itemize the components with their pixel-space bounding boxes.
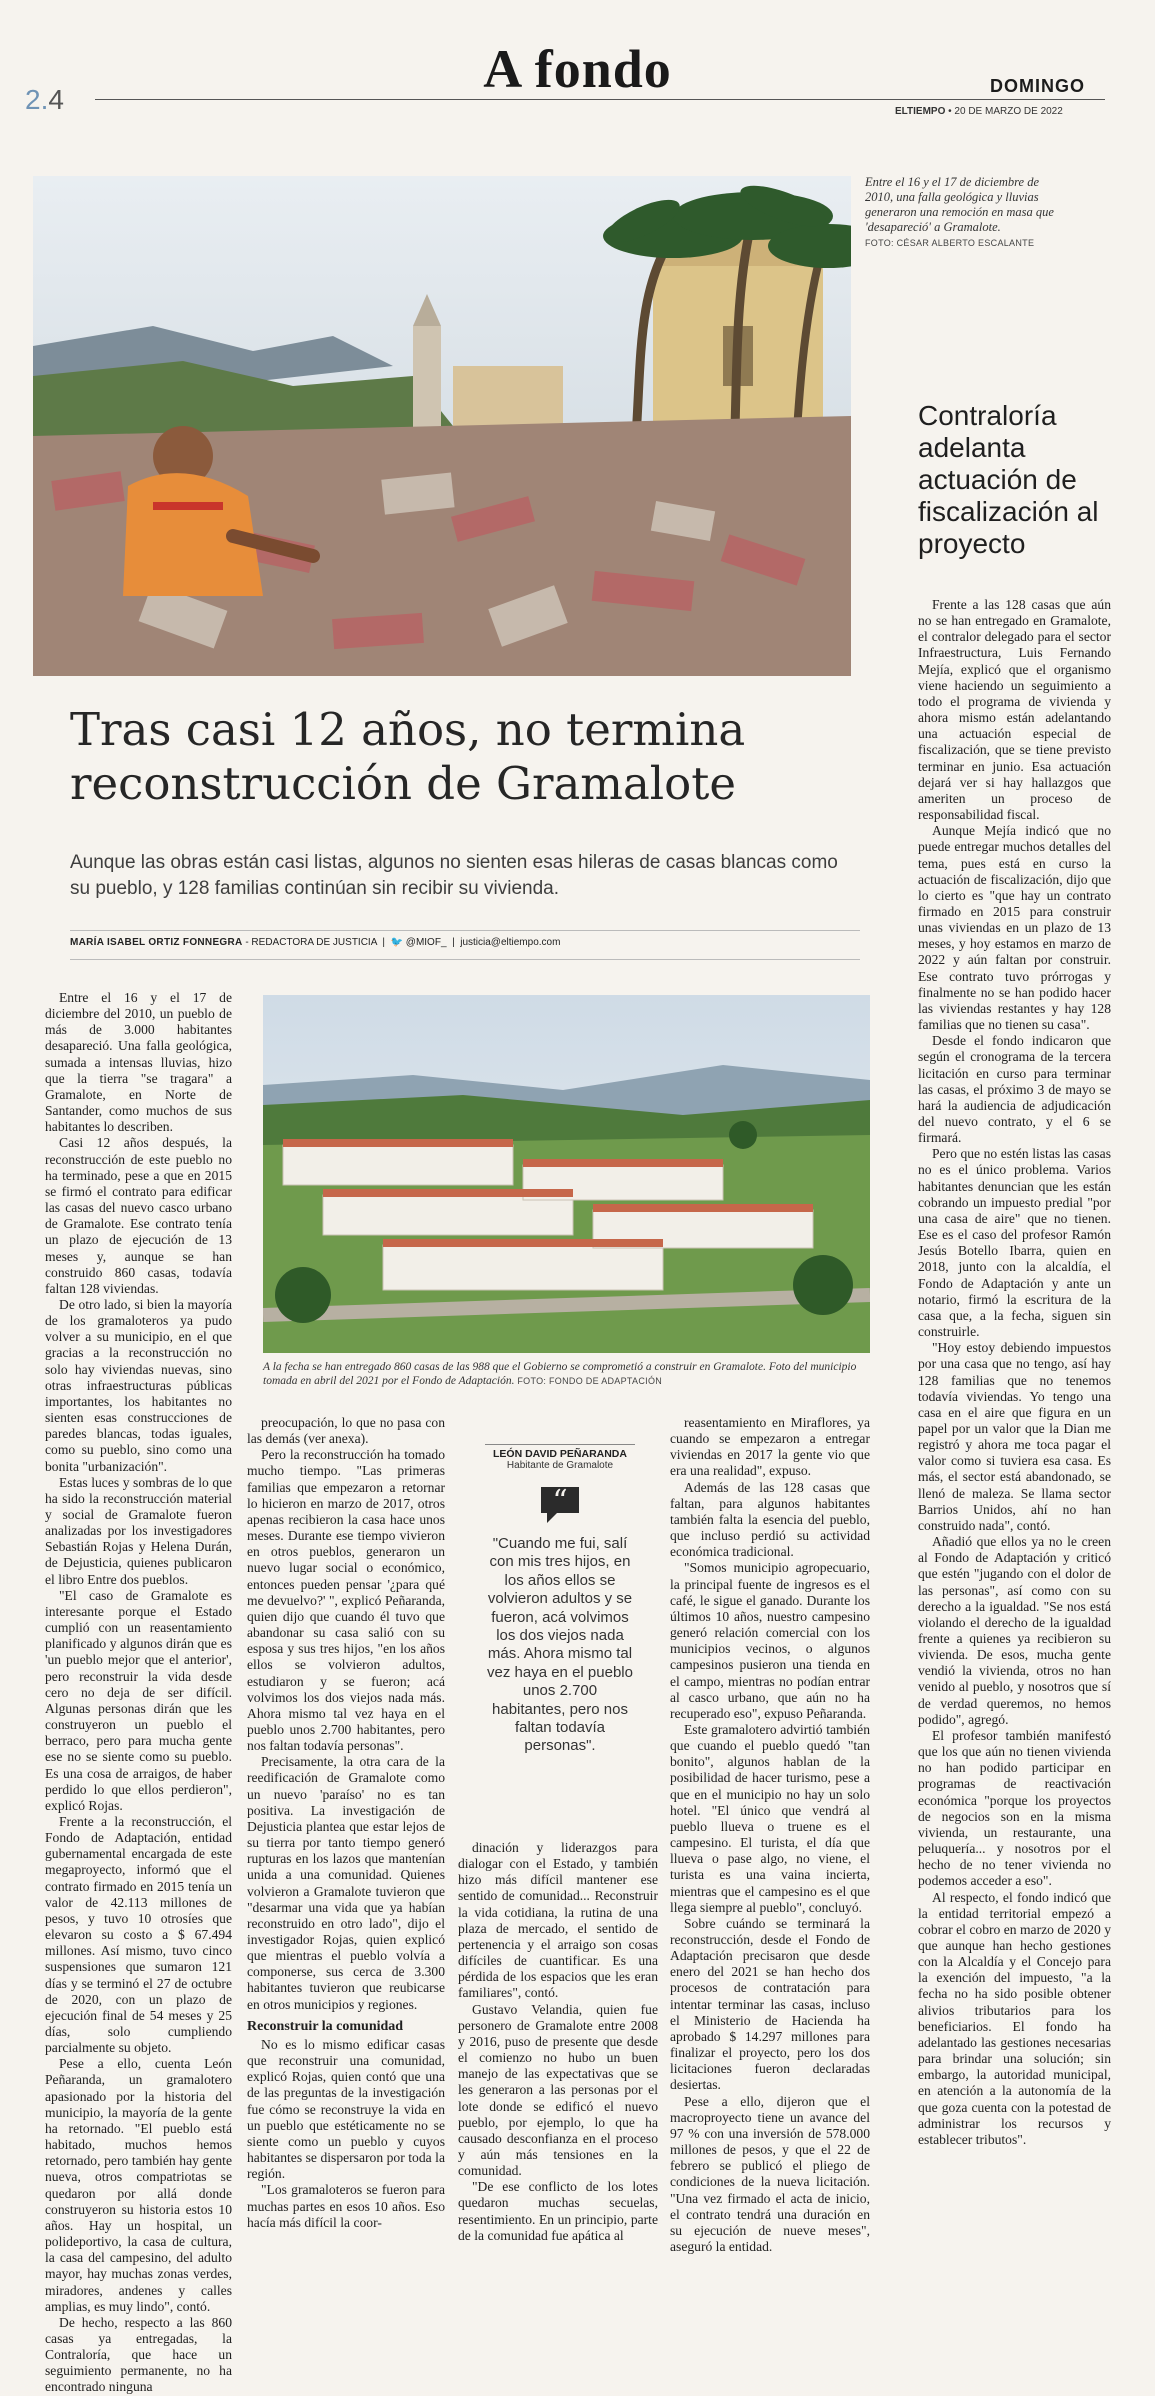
paragraph: Estas luces y sombras de lo que ha sido la reconstrucción material y social de Gramalote fueron analizadas por los investigadores Sebastián Rojas y Helena Durán, de Dejusticia, quienes publicaron el libro Entre dos pueblos. [45,1474,232,1587]
paragraph: "Los gramaloteros se fueron para muchas partes en esos 10 años. Eso hacía más difícil la coor- [247,2182,445,2230]
body-column-3 [458,1840,658,2244]
sidebar-headline: Contraloría adelanta actuación de fiscalización al proyecto [918,400,1099,559]
quote-role: Habitante de Gramalote [506,1460,614,1471]
body-column-4 [670,1415,870,2255]
body-column-2 [247,1415,445,2231]
day-label: DOMINGO [990,76,1085,96]
paragraph: Precisamente, la otra cara de la reedificación de Gramalote como un nuevo 'paraíso' no es tan positiva. La investigación de Dejusticia plantea que estar lejos de su tierra por tanto tiempo generó rupturas en los lazos que mantenían unida a una comunidad. Quienes volvieron a Gramalote tuvieron que "desarmar una vida que ya habían reconstruido en otro lado", dijo el investigador Rojas, quien explicó que mientras el pueblo volvía a componerse, sus cerca de 3.300 habitantes tuvieron que reubicarse en otros municipios y regiones. [247,1754,445,2012]
photo2-caption: A la fecha se han entregado 860 casas de las 988 que el Gobierno se comprometió a construir en Gramalote. Foto del municipio tomada en abril del 2021 por el Fondo de Adaptación. FOTO: FONDO DE ADAPTACIÓN [263,1361,857,1387]
paragraph: De otro lado, si bien la mayoría de los gramaloteros ya pudo volver a su municipio, en el que gracias a la reconstrucción no solo hay viviendas nuevas, sino otras infraestructuras públicas importantes, los habitantes no sienten esas construcciones de paredes blancas, todas iguales, como su pueblo, sino como una bonita "urbanización". [45,1296,232,1474]
paragraph: reasentamiento en Miraflores, ya cuando se empezaron a entregar viviendas en 2017 la gente vio que era una realidad", expuso. [670,1415,870,1479]
paragraph: Pero la reconstrucción ha tomado mucho tiempo. "Las primeras familias que empezaron a retornar lo hicieron en marzo de 2017, otros apenas recibieron la casa hace unos meses. Durante ese tiempo vivieron en otros pueblos, generaron un nuevo lugar social o económico, entonces pueden pensar '¿para qué me devuelvo?' ", explicó Peñaranda, quien dijo que cuando él tuvo que abandonar su casa salió con su esposa y sus tres hijos, "en los años ellos se volvieron adultos, estudiaron y se fueron; acá volvimos los dos viejos nada más. Ahora mismo tal vez haya en el pueblo unos 2.700 habitantes, pero nos faltan todavía personas". [247,1447,445,1754]
paragraph: Sobre cuándo se terminará la reconstrucción, desde el Fondo de Adaptación precisaron que desde enero del 2021 se han hecho dos procesos de contratación para intentar terminar las casas, incluso el Ministerio de Hacienda ha aprobado $ 14.297 millones para finalizar el proyecto, pero los dos licitaciones fueron declaradas desiertas. [670,1915,870,2093]
paragraph: Pero que no estén listas las casas no es el único problema. Varios habitantes denuncian que les están cobrando un impuesto predial "por una casa de aire" que no tienen. Ese es el caso del profesor Ramón Jesús Botello Ibarra, quien en 2018, junto con la alcaldía, el Fondo de Adaptación y ante un notario, firmó la escritura de la casa que, a la fecha, siguen sin construirle. [918,1146,1111,1340]
page-number: 2.4 [25,84,64,115]
paragraph: Frente a la reconstrucción, el Fondo de Adaptación, entidad gubernamental encargada de este megaproyecto, informó que el contrato firmado en 2015 tenía un valor de 42.113 millones de pesos, y tuvo 10 otrosíes que elevaron su costo a $ 67.494 millones. Así mismo, tuvo cinco suspensiones que sumaron 121 días y se terminó el 27 de octubre de 2020, con un plazo de ejecución final de 54 meses y 25 días, solo cumpliendo parcialmente su objeto. [45,1813,232,2056]
paragraph: Aunque Mejía indicó que no puede entregar muchos detalles del tema, pues está en curso la actuación de fiscalización, dijo que lo cierto es "que hay un contrato firmado en 2015 para construir unas viviendas en un plazo de 13 meses, y hoy estamos en marzo de 2022 y aún faltan por construir. Ese contrato tuvo prórrogas y finalmente no se han podido hacer las viviendas restantes y hay 128 familias que no tienen su casa". [918,823,1111,1033]
article-headline: Tras casi 12 años, no termina reconstrucción de Gramalote [70,703,746,810]
paragraph: Este gramalotero advirtió también que cuando el pueblo quedó "tan bonito", algunos hablan de la posibilidad de hacer turismo, pese a que en el municipio no hay un solo hotel. "El único que vendrá al pueblo llueva o truene es el campesino. El turista, el día que llueva o pase algo, no viene, el turista es una vaina incierta, mientras que el campesino es el que llega siempre al pueblo", concluyó. [670,1721,870,1915]
paragraph: De hecho, respecto a las 860 casas ya entregadas, la Contraloría, que hace un seguimiento permanente, no ha encontrado ninguna [45,2314,232,2395]
paragraph: Pese a ello, dijeron que el macroproyecto tiene un avance del 97 % con una inversión de 578.000 millones de pesos, y que el 22 de febrero se publicó el pliego de condiciones de la nueva licitación. "Una vez firmado el acta de inicio, el contrato tendrá una duración en su ejecución de nueve meses", aseguró la entidad. [670,2093,870,2254]
quote-mark-icon [537,1481,583,1527]
paragraph: "Somos municipio agropecuario, la principal fuente de ingresos es el café, le sigue el ganado. Durante los últimos 10 años, nuestro campesino generó relación comercial con los municipios vecinos, o algunos campesinos pusieron una tienda en el campo, mientras no podían entrar al casco urbano, que aún no ha recuperado eso", expuso Peñaranda. [670,1560,870,1721]
paragraph: Casi 12 años después, la reconstrucción de este pueblo no ha terminado, pese a que en 2015 se firmó el contrato para edificar las casas del nuevo casco urbano de Gramalote. Ese contrato tenía un plazo de ejecución de 13 meses y, aunque se han construido 860 casas, todavía faltan 128 viviendas. [45,1135,232,1296]
paragraph: Añadió que ellos ya no le creen al Fondo de Adaptación y criticó que estén "jugando con el dolor de las personas", así como con su derecho a la igualdad. "Se nos está violando el derecho de la igualdad frente a quienes ya recibieron su vivienda. De esos, mucha gente vendió la vivienda, otros no han venido al pueblo, y nosotros que sí de verdad queremos, no hemos podido", agregó. [918,1534,1111,1727]
paragraph: dinación y liderazgos para dialogar con el Estado, y también hizo más difícil mantener ese sentido de comunidad... Reconstruir la vida cotidiana, la rutina de una plaza de mercado, el sentido de pertenencia y el arraigo son cosas difíciles de cuantificar. Es una pérdida de los espacios que les eran familiares", contó. [458,1840,658,2001]
ruins-photo [33,176,851,676]
paragraph: Desde el fondo indicaron que según el cronograma de la tercera licitación en curso para terminar las casas, el próximo 3 de mayo se hará la audiencia de adjudicación del nuevo contrato, y el 6 se firmará. [918,1033,1111,1146]
paragraph: No es lo mismo edificar casas que reconstruir una comunidad, explicó Rojas, quien contó que una de las preguntas de la investigación fue cómo se reconstruye la vida en un pueblo que estéticamente no se siente como un pueblo y cuyos habitantes se dispersaron por toda la región. [247,2036,445,2182]
photo2-credit: FOTO: FONDO DE ADAPTACIÓN [517,1376,663,1386]
body-column-1 [45,990,232,2396]
paragraph: Pese a ello, cuenta León Peñaranda, un gramalotero apasionado por la historia del municipio, la mayoría de la gente ha retornado. "El pueblo está habitado, muchos hemos retornado, pero también hay gente nueva, otros compatriotas se quedaron por allá donde construyeron su historia estos 10 años. Hay un hospital, un polideportivo, la casa de cultura, la casa del campesino, del adulto mayor, hay muchas zonas verdes, miradores, andenes y calles amplias, es muy lindo", contó. [45,2056,232,2314]
paragraph: "El caso de Gramalote es interesante porque el Estado cumplió con un reasentamiento planificado y algunos dirán que es 'un pueblo mejor que el anterior', pero reconstruir la vida desde cero no deja de ser difícil. Algunas personas dirán que les construyeron un pueblo el berraco, pero para mucha gente ese no se siente como su pueblo. Es una cosa de arraigos, de haber perdido lo que ellos perdieron", explicó Rojas. [45,1587,232,1813]
pull-quote [485,1441,635,1756]
paragraph: Frente a las 128 casas que aún no se han entregado en Gramalote, el contralor delegado para el sector Infraestructura, Luis Fernando Mejía, explicó que el organismo viene haciendo un seguimiento a todo el programa de vivienda y ahora mismo están adelantando una actuación especial de fiscalización, que se tiene previsto terminar en junio. Esa actuación dejará ver si hay hallazgos que ameriten un proceso de responsabilidad fiscal. [918,597,1111,823]
houses-photo [263,995,870,1353]
paragraph: "De ese conflicto de los lotes quedaron muchas secuelas, resentimiento. En un principio, parte de la comunidad fue apática al [458,2179,658,2243]
twitter-icon: 🐦 [390,937,404,948]
svg-text:“: “ [552,1484,568,1519]
paragraph: Al respecto, el fondo indicó que la entidad territorial empezó a cobrar el cobro en marzo de 2020 y que aunque han hecho gestiones con la Alcaldía y el Concejo para la exención del impuesto, "a la fecha no ha sido posible obtener alivios tributarios para los beneficiarios. El fondo ha adelantado las gestiones necesarias para brindar una solución; sin embargo, la autoridad municipal, en atención a la autonomía de la que goza cuenta con la potestad de administrar los recursos y establecer tributos". [918,1889,1111,2147]
dateline: ELTIEMPO • 20 DE MARZO DE 2022 [895,106,1063,117]
photo1-caption: Entre el 16 y el 17 de diciembre de 2010, una falla geológica y lluvias generaron una remoción en masa que 'desapareció' a Gramalote. FOTO: CÉSAR ALBERTO ESCALANTE [865,175,1054,248]
subhead: Reconstruir la comunidad [247,2018,404,2034]
article-deck: Aunque las obras están casi listas, algunos no sienten esas hileras de casas blancas como su pueblo, y 128 familias continúan sin recibir su vivienda. [70,852,838,899]
byline: MARÍA ISABEL ORTIZ FONNEGRA - REDACTORA DE JUSTICIA | 🐦 @MIOF_ | justicia@eltiempo.com [70,930,860,960]
photo1-credit: FOTO: CÉSAR ALBERTO ESCALANTE [865,238,1035,248]
quote-name: LEÓN DAVID PEÑARANDA [493,1448,627,1460]
paragraph: Entre el 16 y el 17 de diciembre del 2010, un pueblo de más de 3.000 habitantes desapareció. Una falla geológica, sumada a intensas lluvias, hizo que la tierra "se tragara" a Gramalote, en Norte de Santander, como muchos de sus habitantes lo describen. [45,990,232,1135]
paragraph: preocupación, lo que no pasa con las demás (ver anexa). [247,1415,445,1447]
header-rule [95,99,1105,100]
paragraph: "Hoy estoy debiendo impuestos por una casa que no tengo, así hay 128 familias que no tenemos todavía viviendas. Yo tengo una casa en el aire que figura en un papel por un valor que la Dian me registró y ahora me toca pagar el valor como si tuviera esa casa. Es más, el sector está abandonado, se llenó de maleza. Se llama sector Barrios Unidos, ahí no han construido nada", contó. [918,1340,1111,1533]
section-title: A fondo [483,39,672,99]
paragraph: Además de las 128 casas que faltan, para algunos habitantes también falta la esencia del pueblo, que incluso perdió su actividad económica tradicional. [670,1479,870,1560]
sidebar-column [918,597,1111,2148]
paragraph: El profesor también manifestó que los que aún no tienen vivienda no han podido participar en programas de reactivación económica "porque los proyectos de negocios son en la misma vivienda, un restaurante, una peluquería... y nosotros por el hecho de no tener vivienda no podemos acceder a eso". [918,1727,1111,1889]
quote-text: "Cuando me fui, salí con mis tres hijos, en los años ellos se volvieron adultos y se fueron, acá volvimos los dos viejos nada más. Ahora mismo tal vez haya en el pueblo unos 2.700 habitantes, pero nos faltan todavía personas". [487,1535,633,1755]
paragraph: Gustavo Velandia, quien fue personero de Gramalote entre 2008 y 2016, puso de presente que desde el comienzo no hubo un buen manejo de las expectativas que se les generaron a las personas por el lote donde se edificó el nuevo pueblo, por ejemplo, lo que ha causado desconfianza en el proceso y aún más tensiones en la comunidad. [458,2001,658,2179]
